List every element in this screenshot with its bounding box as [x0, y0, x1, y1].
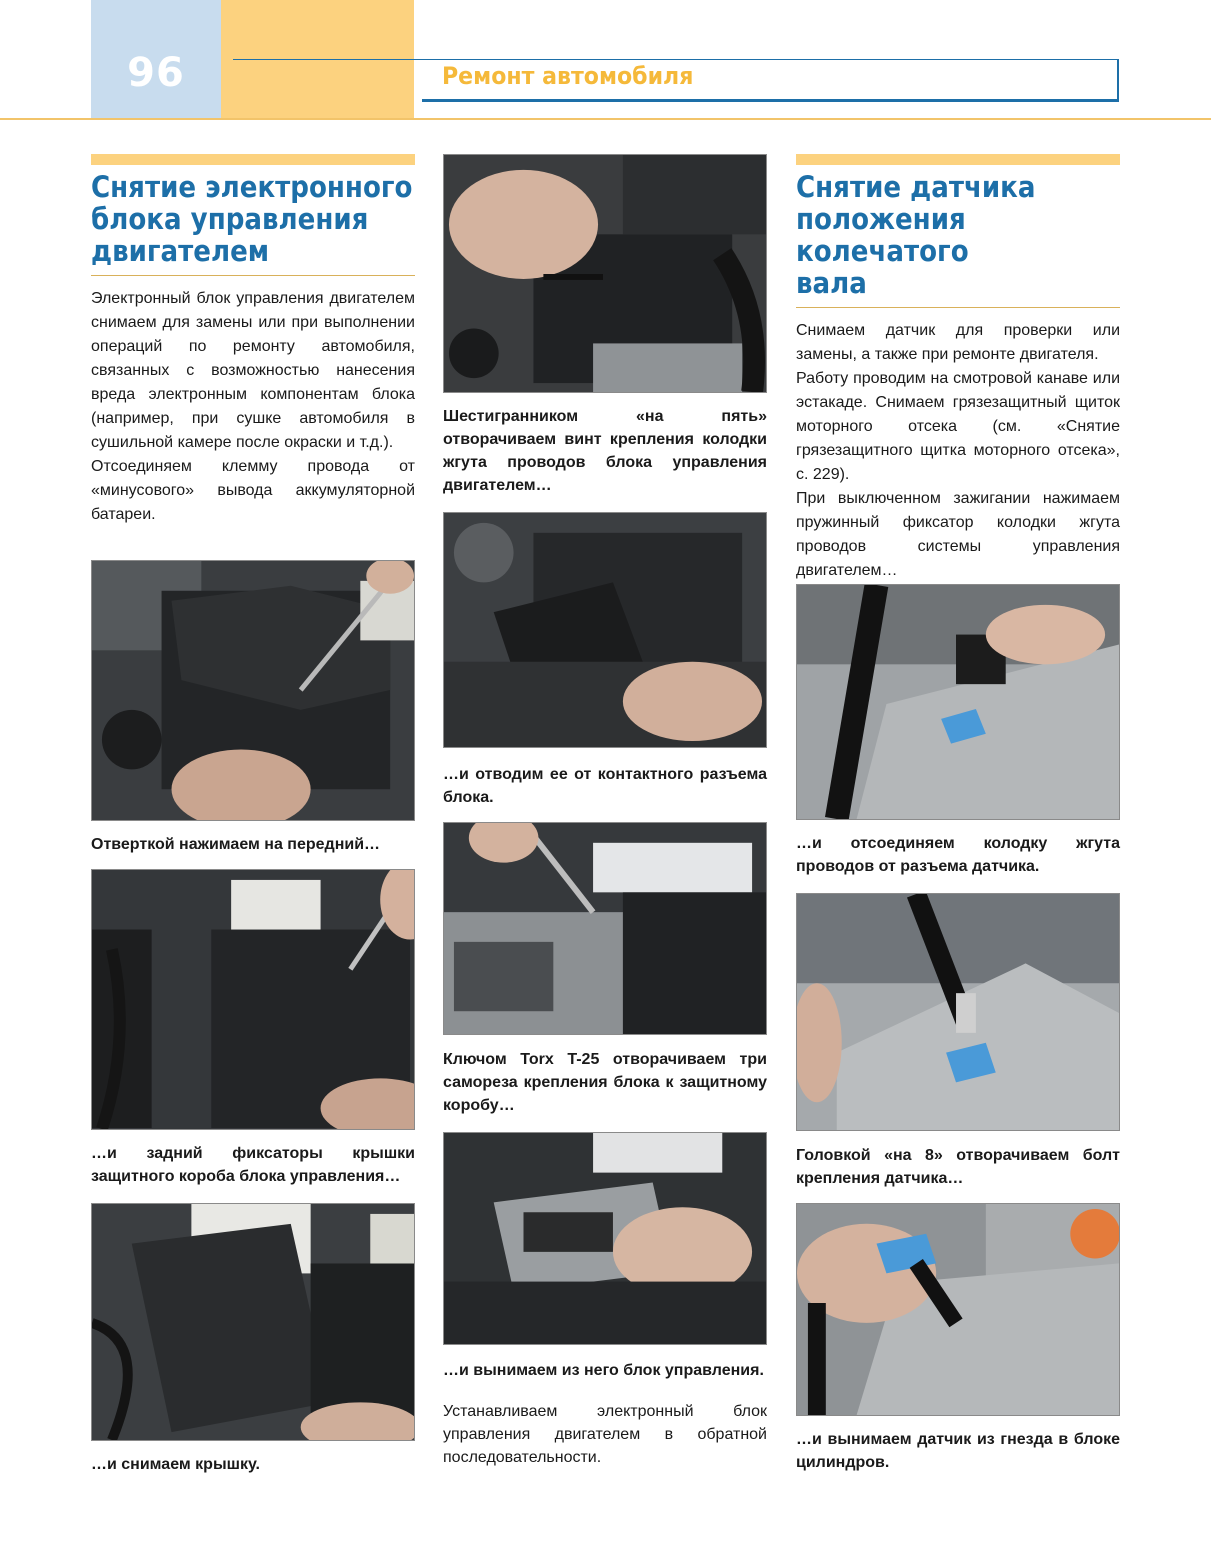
caption-step-3: …и снимаем крышку.: [91, 1456, 260, 1473]
caption-connector: …и отводим ее от контактного разъема блока.: [443, 766, 767, 806]
header-frame-top: [233, 59, 1119, 60]
page-number: 96: [127, 50, 185, 96]
paragraph: Работу проводим на смотровой канаве или эстакаде. Снимаем грязезащитный щиток моторного отсека (см. «Снятие грязезащитного щитка моторного отсека», с. 229).: [796, 370, 1120, 483]
right-column: [796, 154, 1120, 583]
title-line: двигателем: [91, 234, 270, 268]
header-frame-right: [1117, 59, 1119, 102]
caption-sensor-remove: …и вынимаем датчик из гнезда в блоке цилиндров.: [796, 1431, 1120, 1471]
intro-text: [91, 287, 415, 527]
caption-step-2: …и задний фиксаторы крышки защитного короба блока управления…: [91, 1145, 415, 1185]
caption-remove-ecu: …и вынимаем из него блок управления.: [443, 1362, 764, 1379]
title-line: положения колечатого: [796, 202, 969, 268]
photo-torx: [443, 822, 767, 1035]
title-line: Снятие электронного: [91, 170, 413, 204]
photo-sensor-remove: [796, 1203, 1120, 1416]
left-column: [91, 154, 415, 527]
paragraph: При выключенном зажигании нажимаем пружинный фиксатор колодки жгута проводов системы управления двигателем…: [796, 490, 1120, 579]
paragraph: Электронный блок управления двигателем снимаем для замены или при выполнении операций по ремонту автомобиля, связанных с возможностью нанесения вреда электронным компонентам блока (например, при сушке автомобиля в сушильной камере после окраски и т.д.).: [91, 290, 415, 451]
section-title: Ремонт автомобиля: [442, 62, 694, 90]
caption-step-1: Отверткой нажимаем на передний…: [91, 836, 381, 853]
caption-hex-key: Шестигранником «на пять» отворачиваем винт крепления колодки жгута проводов блока управления двигателем…: [443, 408, 767, 494]
photo-sensor-connector: [796, 584, 1120, 820]
photo-screwdriver-rear: [91, 869, 415, 1130]
caption-sensor-bolt: Головкой «на 8» отворачиваем болт крепления датчика…: [796, 1147, 1120, 1187]
photo-sensor-bolt: [796, 893, 1120, 1131]
caption-sensor-connector: …и отсоединяем колодку жгута проводов от разъема датчика.: [796, 835, 1120, 875]
title-line: блока управления: [91, 202, 369, 236]
photo-remove-cover: [91, 1203, 415, 1441]
heading-rule: [796, 307, 1120, 308]
photo-hex-key: [443, 154, 767, 393]
photo-connector: [443, 512, 767, 748]
install-note: Устанавливаем электронный блок управления двигателем в обратной последовательности.: [443, 1403, 767, 1466]
paragraph: Отсоединяем клемму провода от «минусового» вывода аккумуляторной батареи.: [91, 458, 415, 523]
header-divider: [0, 118, 1211, 120]
caption-torx: Ключом Torx T-25 отворачиваем три самореза крепления блока к защитному коробу…: [443, 1051, 767, 1114]
paragraph: Снимаем датчик для проверки или замены, а также при ремонте двигателя.: [796, 322, 1120, 363]
photo-remove-ecu: [443, 1132, 767, 1345]
heading-rule: [91, 275, 415, 276]
header-frame-bottom: [422, 99, 1119, 102]
heading-bar: [91, 154, 415, 165]
title-line: вала: [796, 266, 867, 300]
photo-screwdriver-front: [91, 560, 415, 821]
article-title-ecu: [91, 171, 415, 267]
sensor-intro-text: [796, 319, 1120, 583]
article-title-sensor: [796, 171, 1120, 299]
title-line: Снятие датчика: [796, 170, 1036, 204]
heading-bar: [796, 154, 1120, 165]
